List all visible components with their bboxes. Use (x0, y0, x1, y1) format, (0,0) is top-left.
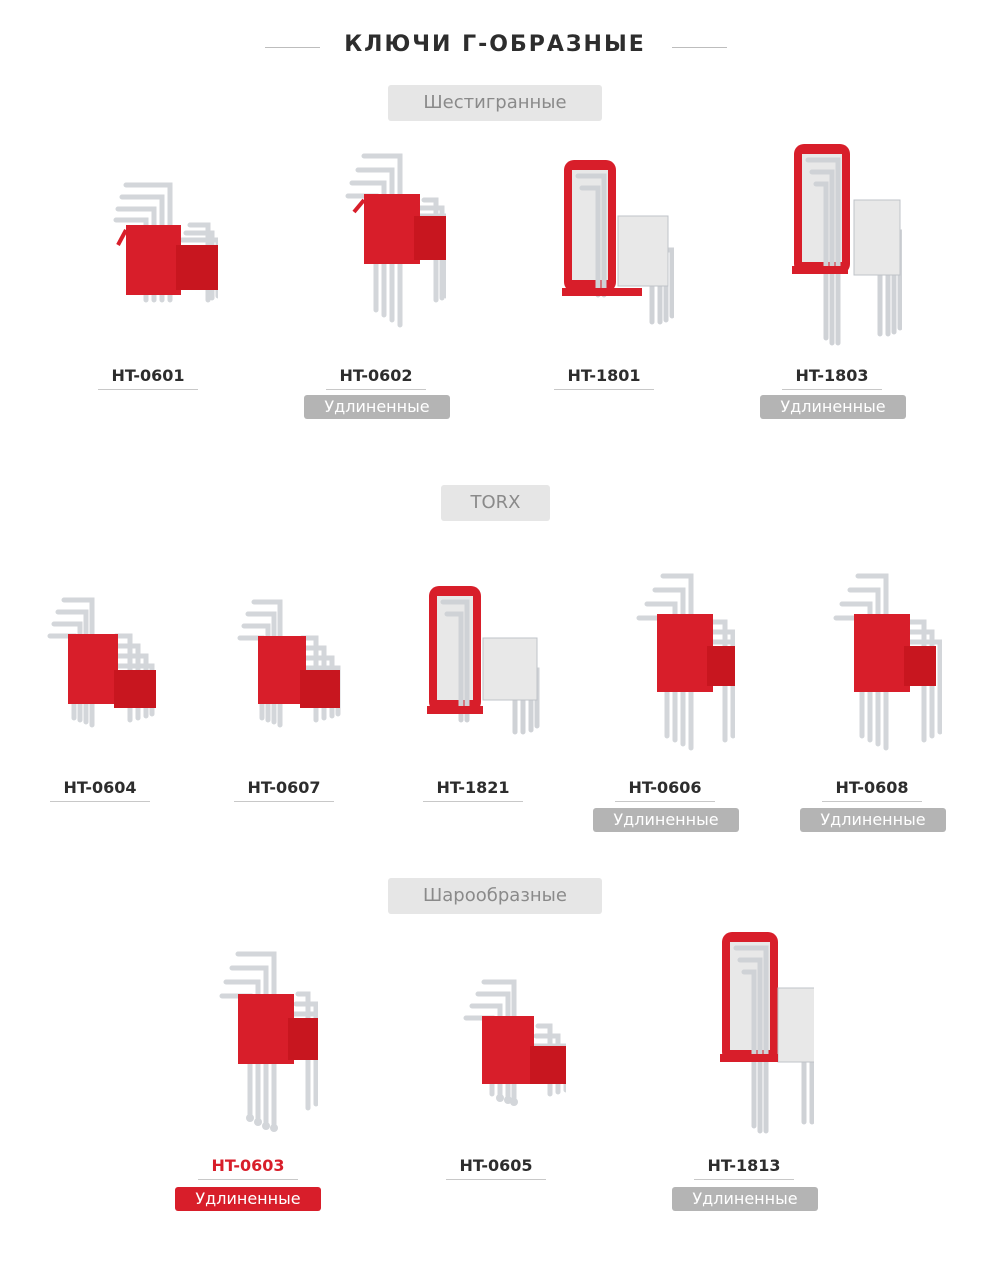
product-image-ht-1803 (732, 138, 932, 348)
product-image-ht-1813 (644, 926, 844, 1141)
title-divider-right (672, 47, 727, 48)
page-header (0, 30, 990, 66)
badge-extended: Удлиненные (304, 395, 450, 419)
page-title: КЛЮЧИ Г-ОБРАЗНЫЕ (344, 32, 646, 57)
product-code[interactable]: HT-0601 (98, 366, 198, 390)
badge-extended: Удлиненные (760, 395, 906, 419)
section-tab-ball[interactable]: Шарообразные (388, 878, 602, 914)
product-image-ht-0606 (565, 570, 765, 760)
product-code[interactable]: HT-0605 (446, 1156, 546, 1180)
product-image-ht-0607 (184, 590, 384, 750)
product-code[interactable]: HT-1813 (694, 1156, 794, 1180)
product-code[interactable]: HT-0604 (50, 778, 150, 802)
product-code[interactable]: HT-1801 (554, 366, 654, 390)
product-image-ht-1801 (504, 150, 704, 325)
product-image-ht-0603 (148, 948, 348, 1138)
product-code[interactable]: HT-1803 (782, 366, 882, 390)
product-code[interactable]: HT-0606 (615, 778, 715, 802)
badge-extended: Удлиненные (672, 1187, 818, 1211)
product-code[interactable]: HT-0608 (822, 778, 922, 802)
product-image-ht-1821 (373, 580, 573, 740)
section-tab-torx[interactable]: TORX (441, 485, 550, 521)
product-code[interactable]: HT-1821 (423, 778, 523, 802)
product-image-ht-0604 (0, 590, 200, 750)
title-divider-left (265, 47, 320, 48)
product-code[interactable]: HT-0603 (198, 1156, 298, 1180)
product-code[interactable]: HT-0602 (326, 366, 426, 390)
product-code[interactable]: HT-0607 (234, 778, 334, 802)
product-image-ht-0601 (48, 150, 248, 320)
section-tab-hex[interactable]: Шестигранные (388, 85, 602, 121)
product-image-ht-0608 (772, 570, 972, 760)
product-image-ht-0602 (276, 150, 476, 330)
badge-extended: Удлиненные (175, 1187, 321, 1211)
badge-extended: Удлиненные (593, 808, 739, 832)
product-image-ht-0605 (396, 970, 596, 1120)
badge-extended: Удлиненные (800, 808, 946, 832)
